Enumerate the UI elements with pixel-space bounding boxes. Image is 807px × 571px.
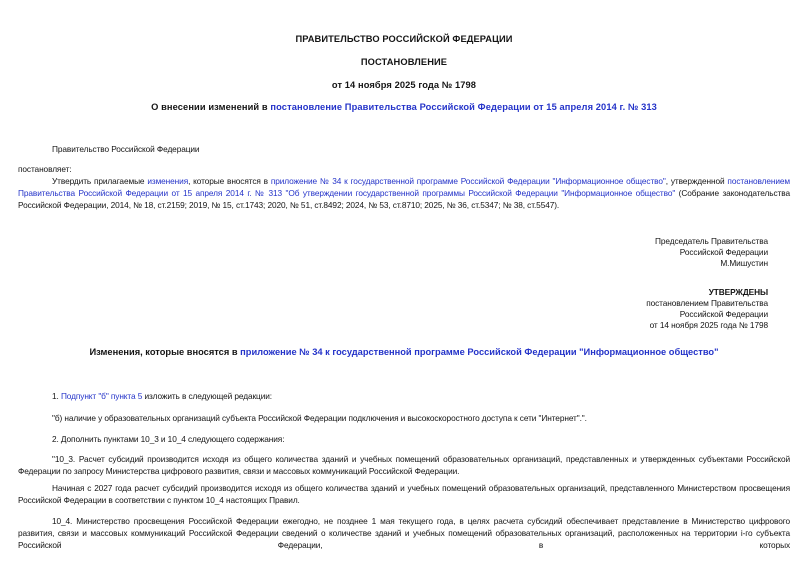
approval-line: от 14 ноября 2025 года № 1798 xyxy=(649,320,768,330)
document-link[interactable]: приложение № 34 к государственной программе Российской Федерации "Информационное общество" xyxy=(240,347,719,357)
document-link[interactable]: Подпункт "б" пункта 5 xyxy=(60,391,143,401)
signature-name: М.Мишустин xyxy=(720,258,768,268)
document-date-number: от 14 ноября 2025 года № 1798 xyxy=(331,80,477,90)
inline-text: (Собрание законодательства Российской Федерации, 2014, № 18, ст.2159; 2019, № 15, ст.1743; 2020, № 51, ст.8492; 2024, № 53, ст.8710; 2025, № 36, ст.5347; № 38, ст.5547). xyxy=(18,188,790,210)
amendment-paragraph xyxy=(18,390,790,402)
document-link[interactable]: постановление Правительства Российской Федерации от 15 апреля 2014 г. № 313 xyxy=(270,102,657,112)
document-link[interactable]: изменения xyxy=(147,176,189,186)
approval-line: постановлением Правительства xyxy=(646,298,768,308)
approval-block xyxy=(18,287,790,331)
inline-text: 10_4. Министерство просвещения Российской Федерации ежегодно, не позднее 1 мая текущего года, в целях расчета субсидий обеспечивает представление в Министерство цифрового развития, связи и массовых коммуникаций Российской Федерации сведений о количестве зданий и учебных помещений образовательных организаций, расположенных на территории i-го субъекта Российской Федерации, в которых xyxy=(18,516,790,550)
signature-position-line: Председатель Правительства xyxy=(655,236,768,246)
inline-text: "10_3. Расчет субсидий производится исходя из общего количества зданий и учебных помещений образовательных организаций, представленных и утвержденных субъектами Российской Федерации по запросу Министерства цифрового развития, связи и массовых коммуникаций Российской Федерации. xyxy=(18,454,790,476)
signature-block xyxy=(18,236,790,269)
inline-text: изложить в следующей редакции: xyxy=(142,391,272,401)
amendment-paragraph xyxy=(18,412,790,424)
preamble-opening: Правительство Российской Федерации xyxy=(52,144,200,154)
document-issuer: ПРАВИТЕЛЬСТВО РОССИЙСКОЙ ФЕДЕРАЦИИ xyxy=(295,34,513,44)
inline-text: 2. Дополнить пунктами 10_3 и 10_4 следующего содержания: xyxy=(52,434,285,444)
document-type: ПОСТАНОВЛЕНИЕ xyxy=(360,57,448,67)
document-title xyxy=(18,102,790,112)
decree-word: постановляет: xyxy=(18,164,72,174)
signature-position-line: Российской Федерации xyxy=(679,247,768,257)
amendment-paragraph xyxy=(18,453,790,477)
inline-text: Начиная с 2027 года расчет субсидий производится исходя из общего количества зданий и учебных помещений образовательных организаций, представленного Министерством просвещения Российской Федерации в соответствии с пунктом 10_4 настоящих Правил. xyxy=(18,483,790,505)
inline-text: О внесении изменений в xyxy=(151,102,271,112)
document-link[interactable]: приложение № 34 к государственной программе Российской Федерации "Информационное общество" xyxy=(270,176,666,186)
inline-text: , утвержденной xyxy=(665,176,728,186)
amendment-paragraph xyxy=(18,482,790,506)
inline-text: Утвердить прилагаемые xyxy=(52,176,148,186)
amendments-heading xyxy=(18,347,790,357)
amendment-paragraph xyxy=(18,433,790,445)
inline-text: Изменения, которые вносятся в xyxy=(89,347,241,357)
inline-text: "б) наличие у образовательных организаций субъекта Российской Федерации подключения и высокоскоростного доступа к сети "Интернет".". xyxy=(52,413,587,423)
preamble-paragraph xyxy=(18,175,790,211)
inline-text: 1. xyxy=(52,391,61,401)
approval-line: Российской Федерации xyxy=(679,309,768,319)
amendment-paragraph xyxy=(18,515,790,551)
approval-heading: УТВЕРЖДЕНЫ xyxy=(708,287,768,297)
inline-text: , которые вносятся в xyxy=(188,176,271,186)
document-link[interactable]: постановлением Правительства Российской Федерации от 15 апреля 2014 г. № 313 "Об утверждении государственной программы Российской Федерации "Информационное общество" xyxy=(18,176,791,198)
